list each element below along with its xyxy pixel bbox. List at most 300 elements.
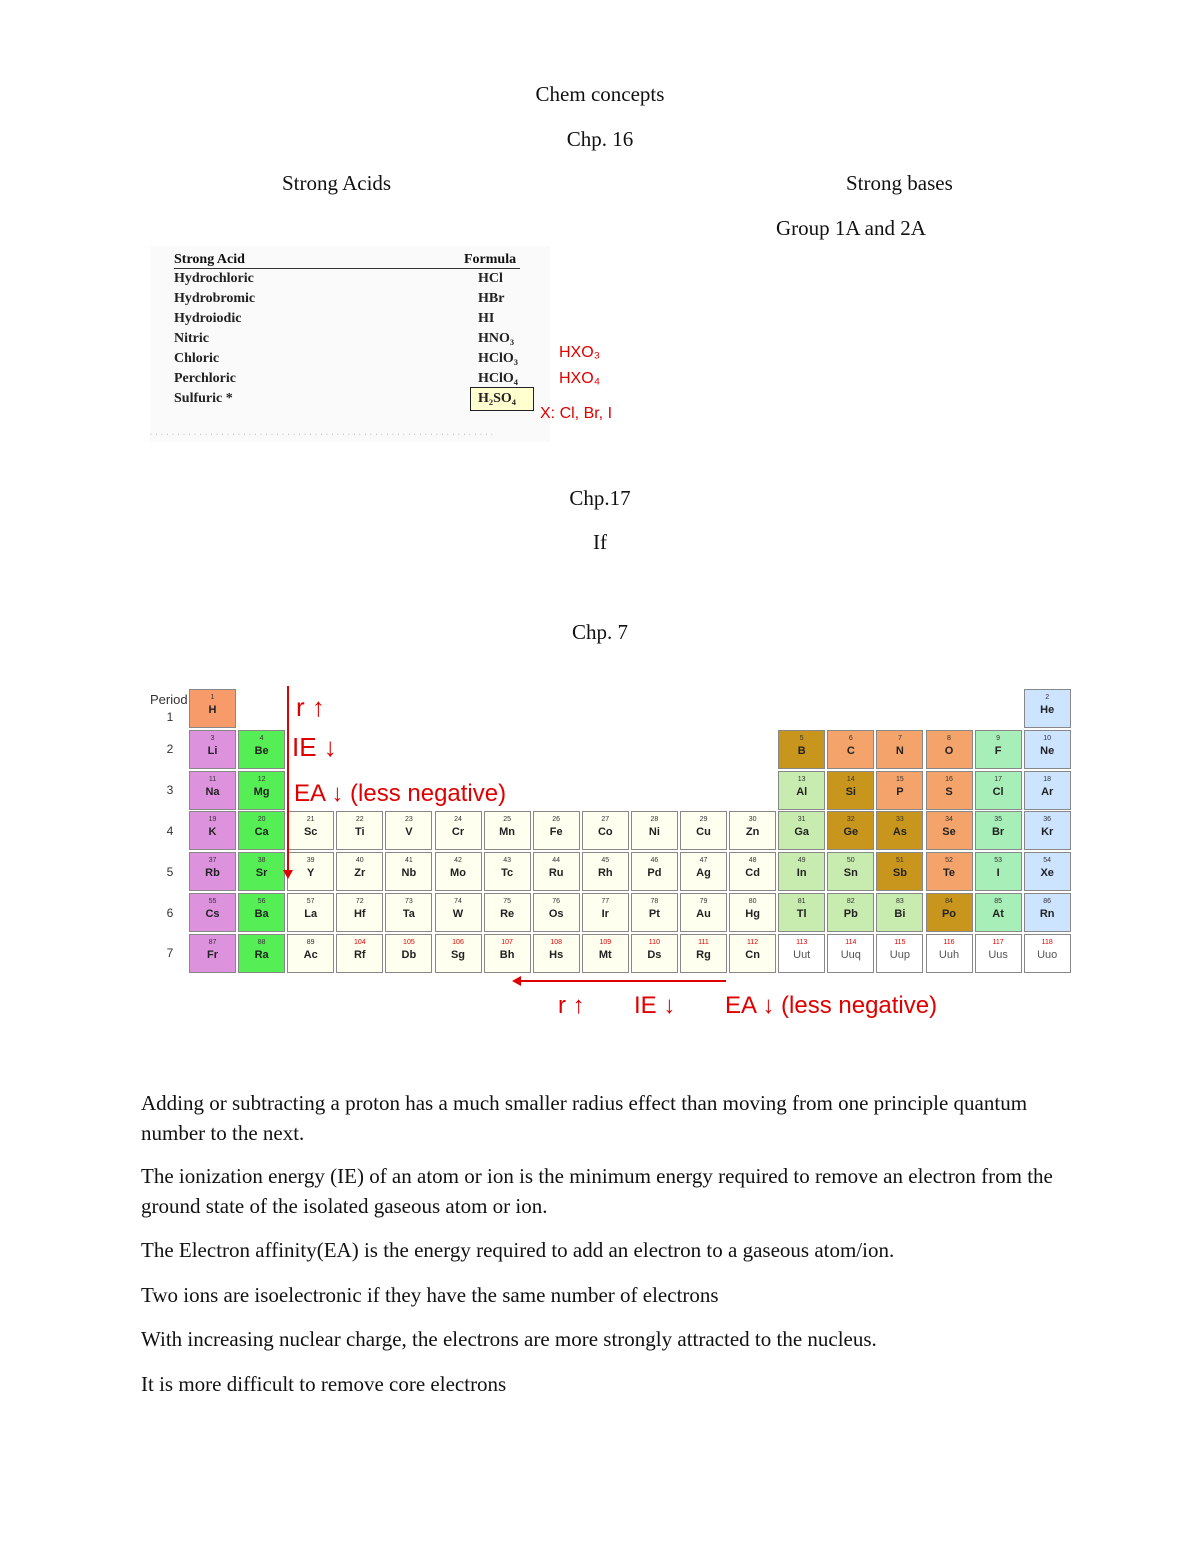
acid-formula: H₂SO₄ — [478, 391, 516, 406]
element-symbol: H — [208, 704, 217, 716]
element-cell-ag — [680, 852, 727, 891]
element-symbol: Ti — [355, 826, 365, 839]
atomic-number: 16 — [945, 775, 953, 783]
atomic-number: 87 — [208, 938, 217, 946]
strong-bases-note: Group 1A and 2A — [776, 216, 926, 240]
element-cell-br — [975, 811, 1022, 850]
element-cell-te — [926, 852, 973, 891]
element-cell-n — [876, 730, 923, 769]
period-number: 7 — [166, 946, 174, 960]
element-cell-f — [975, 730, 1022, 769]
horizontal-label-ea: EA ↓ (less negative) — [725, 992, 938, 1019]
acid-formula: HBr — [478, 291, 505, 306]
atomic-number: 35 — [994, 816, 1002, 824]
element-cell-uuh — [926, 934, 973, 973]
atomic-number: 108 — [550, 938, 563, 946]
atomic-number: 39 — [306, 857, 315, 865]
atomic-number: 46 — [650, 857, 659, 865]
period-label: Period — [150, 692, 188, 707]
atomic-number: 6 — [848, 734, 853, 742]
element-symbol: Y — [307, 867, 315, 880]
element-symbol: Ds — [647, 948, 662, 961]
element-cell-au — [680, 893, 727, 932]
element-symbol: Cd — [745, 867, 760, 880]
atomic-number: 111 — [698, 938, 709, 946]
element-symbol: Ne — [1040, 744, 1055, 757]
horizontal-label-ie: IE ↓ — [634, 992, 676, 1019]
element-symbol: Rb — [205, 867, 220, 880]
atomic-number: 45 — [601, 857, 610, 865]
element-symbol: Uuh — [938, 948, 960, 961]
acid-formula: HClO₄ — [478, 371, 518, 386]
element-cell-cl — [975, 771, 1022, 810]
period-number: 1 — [166, 710, 174, 724]
element-cell-ir — [582, 893, 629, 932]
paragraph-electron-affinity: The Electron affinity(EA) is the energy required to add an electron to a gaseous atom/ion. — [141, 1238, 895, 1262]
atomic-number: 106 — [452, 938, 464, 946]
atomic-number: 73 — [404, 898, 413, 905]
strong-acid-table — [150, 246, 550, 442]
element-symbol: Se — [942, 826, 956, 839]
atomic-number: 34 — [945, 816, 953, 824]
atomic-number: 79 — [699, 898, 708, 905]
element-cell-mo — [435, 852, 482, 891]
element-cell-at — [975, 893, 1022, 932]
atomic-number: 40 — [355, 857, 364, 865]
element-symbol: As — [892, 826, 907, 839]
period-number: 4 — [166, 824, 174, 838]
element-symbol: Cn — [745, 948, 760, 961]
element-symbol: Fr — [207, 948, 218, 961]
strong-bases-heading: Strong bases — [846, 171, 953, 195]
acid-table-rule — [174, 268, 520, 269]
element-symbol: N — [895, 744, 904, 757]
element-symbol: Pt — [648, 908, 660, 920]
element-cell-rb — [189, 852, 236, 891]
acid-name: Sulfuric * — [174, 391, 233, 406]
acid-formula: HClO₃ — [478, 351, 518, 366]
atomic-number: 26 — [552, 816, 561, 824]
atomic-number: 27 — [601, 816, 610, 824]
vertical-arrow-head-icon — [283, 870, 293, 879]
vertical-label-ie: IE ↓ — [292, 732, 337, 762]
element-cell-p — [876, 771, 923, 810]
atomic-number: 33 — [895, 816, 904, 824]
element-cell-cr — [435, 811, 482, 850]
atomic-number: 41 — [404, 857, 413, 865]
element-cell-pd — [631, 852, 678, 891]
element-cell-ac — [287, 934, 334, 973]
element-cell-uut — [778, 934, 825, 973]
atomic-number: 110 — [648, 938, 660, 946]
paragraph-core-electrons: It is more difficult to remove core electrons — [141, 1372, 507, 1396]
element-symbol: Mo — [450, 867, 466, 880]
element-symbol: Ta — [402, 908, 415, 920]
acid-note-hxo3: HXO₃ — [559, 344, 601, 361]
element-symbol: Xe — [1040, 867, 1054, 880]
element-cell-hs — [533, 934, 580, 973]
atomic-number: 57 — [306, 898, 315, 905]
atomic-number: 84 — [945, 898, 953, 905]
atomic-number: 47 — [699, 857, 708, 865]
atomic-number: 89 — [306, 938, 315, 946]
element-symbol: S — [945, 785, 953, 798]
document-title: Chem concepts — [535, 82, 665, 106]
atomic-number: 1 — [210, 694, 215, 701]
element-symbol: Cu — [696, 826, 711, 839]
element-symbol: Cr — [451, 826, 465, 839]
element-cell-uup — [876, 934, 923, 973]
element-symbol: Hg — [745, 908, 760, 920]
element-symbol: Pb — [843, 908, 858, 920]
period-number: 2 — [166, 742, 174, 756]
atomic-number: 104 — [353, 938, 366, 946]
acid-name: Perchloric — [174, 371, 236, 386]
period-number: 6 — [166, 906, 174, 920]
element-symbol: Uus — [988, 948, 1008, 961]
element-symbol: Hf — [353, 908, 366, 920]
acid-formula: HI — [478, 311, 495, 326]
element-symbol: Ag — [696, 867, 711, 880]
element-cell-ta — [385, 893, 432, 932]
element-symbol: Db — [401, 948, 417, 961]
atomic-number: 30 — [748, 816, 757, 824]
atomic-number: 29 — [699, 816, 708, 824]
atomic-number: 105 — [403, 938, 415, 946]
element-symbol: Pd — [647, 867, 662, 880]
acid-formula: HCl — [478, 271, 503, 286]
atomic-number: 51 — [895, 857, 904, 865]
element-cell-bi — [876, 893, 923, 932]
element-symbol: Al — [796, 785, 808, 798]
element-symbol: Rf — [353, 948, 366, 961]
element-cell-se — [926, 811, 973, 850]
atomic-number: 86 — [1043, 898, 1052, 905]
element-symbol: Tc — [501, 867, 514, 880]
acid-name: Hydroiodic — [174, 311, 242, 326]
element-symbol: C — [846, 744, 855, 757]
element-cell-cn — [729, 934, 776, 973]
element-cell-he — [1024, 689, 1071, 728]
element-symbol: Ge — [843, 826, 859, 839]
chapter-7-heading: Chp. 7 — [571, 620, 628, 644]
element-symbol: Br — [991, 826, 1005, 839]
acid-table-footnote: · · · · · · · · · · · · · · · · · · · · · · · · · · · · · · · · · · · · · · · · · · · · · · · · · · · · · · · · · · · · · · · — [150, 432, 494, 438]
element-symbol: Fe — [549, 826, 563, 839]
element-cell-re — [484, 893, 531, 932]
element-symbol: Sc — [303, 826, 318, 839]
element-symbol: F — [994, 744, 1002, 757]
element-symbol: Bh — [499, 948, 515, 961]
element-symbol: O — [944, 744, 954, 757]
horizontal-arrow-line — [520, 980, 726, 982]
element-cell-rh — [582, 852, 629, 891]
atomic-number: 82 — [846, 898, 855, 905]
element-symbol: Ga — [794, 826, 810, 839]
element-symbol: Ru — [548, 867, 564, 880]
element-symbol: I — [996, 867, 1000, 880]
vertical-arrow-line — [287, 686, 289, 874]
element-cell-hg — [729, 893, 776, 932]
element-cell-ni — [631, 811, 678, 850]
atomic-number: 32 — [846, 816, 855, 824]
element-cell-cs — [189, 893, 236, 932]
atomic-number: 28 — [650, 816, 659, 824]
element-cell-xe — [1024, 852, 1071, 891]
atomic-number: 75 — [503, 898, 511, 905]
element-symbol: Si — [845, 785, 856, 798]
element-cell-as — [876, 811, 923, 850]
element-cell-uuo — [1024, 934, 1071, 973]
element-cell-rf — [336, 934, 383, 973]
atomic-number: 11 — [208, 775, 217, 783]
element-symbol: B — [797, 744, 806, 757]
element-cell-k — [189, 811, 236, 850]
element-cell-sn — [827, 852, 874, 891]
element-cell-ra — [238, 934, 285, 973]
element-symbol: Mt — [598, 948, 612, 961]
element-symbol: Ar — [1041, 785, 1054, 798]
atomic-number: 37 — [208, 857, 217, 865]
atomic-number: 118 — [1041, 938, 1053, 946]
element-cell-ds — [631, 934, 678, 973]
period-number: 5 — [166, 865, 174, 879]
atomic-number: 76 — [552, 898, 561, 905]
atomic-number: 23 — [404, 816, 413, 824]
element-symbol: Co — [597, 826, 613, 839]
atomic-number: 4 — [259, 734, 264, 742]
element-cell-y — [287, 852, 334, 891]
atomic-number: 10 — [1043, 734, 1052, 742]
element-symbol: Rn — [1039, 908, 1055, 920]
element-cell-kr — [1024, 811, 1071, 850]
atomic-number: 88 — [257, 938, 266, 946]
acid-formula: HNO₃ — [478, 331, 515, 346]
element-symbol: In — [796, 867, 807, 880]
element-symbol: Ca — [254, 826, 269, 839]
element-cell-ge — [827, 811, 874, 850]
atomic-number: 21 — [306, 816, 315, 824]
atomic-number: 19 — [208, 816, 217, 824]
element-symbol: Uuq — [840, 948, 861, 961]
element-cell-tl — [778, 893, 825, 932]
chapter-17-text: If — [593, 530, 607, 554]
paragraph-nuclear-charge: With increasing nuclear charge, the electrons are more strongly attracted to the nucleus. — [141, 1327, 877, 1351]
acid-note-halogens: X: Cl, Br, I — [540, 405, 613, 422]
element-symbol: Cs — [205, 908, 220, 920]
element-cell-sc — [287, 811, 334, 850]
element-symbol: Uuo — [1037, 948, 1058, 961]
atomic-number: 44 — [552, 857, 561, 865]
element-cell-b — [778, 730, 825, 769]
atomic-number: 114 — [845, 938, 857, 946]
atomic-number: 48 — [748, 857, 757, 865]
element-symbol: Bi — [894, 908, 906, 920]
element-cell-mn — [484, 811, 531, 850]
acid-table-header-name: Strong Acid — [174, 252, 245, 267]
element-cell-h — [189, 689, 236, 728]
element-symbol: Ra — [254, 948, 269, 961]
acid-note-hxo4: HXO₄ — [559, 370, 601, 387]
element-cell-bh — [484, 934, 531, 973]
element-cell-w — [435, 893, 482, 932]
element-cell-fe — [533, 811, 580, 850]
strong-acids-heading: Strong Acids — [282, 171, 392, 195]
element-cell-mg — [238, 771, 285, 810]
element-cell-be — [238, 730, 285, 769]
vertical-label-ea: EA ↓ (less negative) — [294, 780, 507, 807]
paragraph-radius-effect: Adding or subtracting a proton has a much smaller radius effect than moving from one principle quantum number to the next. — [141, 1091, 1028, 1145]
atomic-number: 3 — [210, 734, 215, 742]
element-cell-i — [975, 852, 1022, 891]
element-cell-si — [827, 771, 874, 810]
atomic-number: 25 — [503, 816, 511, 824]
element-cell-sr — [238, 852, 285, 891]
atomic-number: 53 — [994, 857, 1002, 865]
chapter-16-heading: Chp. 16 — [566, 127, 634, 151]
acid-name: Hydrochloric — [174, 271, 254, 286]
atomic-number: 13 — [797, 775, 806, 783]
element-symbol: Mg — [253, 785, 270, 798]
element-cell-ru — [533, 852, 580, 891]
element-cell-sb — [876, 852, 923, 891]
element-symbol: Kr — [1041, 826, 1054, 839]
atomic-number: 43 — [503, 857, 511, 865]
atomic-number: 107 — [501, 938, 513, 946]
atomic-number: 7 — [897, 734, 902, 742]
element-cell-na — [189, 771, 236, 810]
element-cell-v — [385, 811, 432, 850]
element-symbol: K — [208, 826, 217, 839]
element-cell-li — [189, 730, 236, 769]
element-cell-in — [778, 852, 825, 891]
element-symbol: P — [896, 785, 904, 798]
element-cell-uuq — [827, 934, 874, 973]
atomic-number: 77 — [601, 898, 610, 905]
element-symbol: Rh — [597, 867, 613, 880]
element-cell-ca — [238, 811, 285, 850]
element-cell-c — [827, 730, 874, 769]
element-symbol: Zr — [354, 867, 366, 880]
element-cell-cu — [680, 811, 727, 850]
element-symbol: Ac — [303, 948, 318, 961]
atomic-number: 31 — [797, 816, 806, 824]
element-symbol: Au — [696, 908, 711, 920]
element-cell-ga — [778, 811, 825, 850]
atomic-number: 22 — [355, 816, 364, 824]
element-cell-ne — [1024, 730, 1071, 769]
atomic-number: 24 — [454, 816, 462, 824]
atomic-number: 18 — [1043, 775, 1052, 783]
atomic-number: 116 — [943, 938, 955, 946]
atomic-number: 80 — [748, 898, 757, 905]
atomic-number: 42 — [454, 857, 462, 865]
element-cell-cd — [729, 852, 776, 891]
element-symbol: W — [452, 908, 464, 920]
atomic-number: 109 — [599, 938, 612, 946]
acid-name: Nitric — [174, 331, 209, 346]
vertical-label-radius: r ↑ — [296, 692, 325, 722]
element-symbol: Sg — [450, 948, 466, 961]
atomic-number: 17 — [994, 775, 1002, 783]
element-symbol: Nb — [401, 867, 417, 880]
element-cell-pt — [631, 893, 678, 932]
atomic-number: 54 — [1043, 857, 1052, 865]
atomic-number: 56 — [257, 898, 266, 905]
horizontal-label-radius: r ↑ — [558, 992, 585, 1019]
element-symbol: Mn — [499, 826, 516, 839]
element-cell-mt — [582, 934, 629, 973]
element-cell-hf — [336, 893, 383, 932]
element-cell-sg — [435, 934, 482, 973]
element-cell-uus — [975, 934, 1022, 973]
chapter-17-heading: Chp.17 — [569, 486, 631, 510]
element-symbol: Po — [941, 908, 957, 920]
element-cell-nb — [385, 852, 432, 891]
element-cell-pb — [827, 893, 874, 932]
horizontal-arrow-head-icon — [512, 976, 521, 986]
period-number: 3 — [166, 783, 174, 797]
atomic-number: 50 — [846, 857, 855, 865]
element-symbol: Ni — [648, 826, 660, 839]
element-symbol: V — [405, 826, 413, 839]
element-symbol: Sn — [843, 867, 858, 880]
element-symbol: Tl — [796, 908, 807, 920]
element-cell-al — [778, 771, 825, 810]
atomic-number: 72 — [355, 898, 364, 905]
element-cell-co — [582, 811, 629, 850]
atomic-number: 52 — [945, 857, 953, 865]
element-cell-rn — [1024, 893, 1071, 932]
element-cell-fr — [189, 934, 236, 973]
element-symbol: Hs — [549, 948, 564, 961]
element-symbol: Na — [205, 785, 220, 798]
element-symbol: At — [992, 908, 1004, 920]
atomic-number: 74 — [454, 898, 462, 905]
acid-name: Hydrobromic — [174, 291, 256, 306]
element-symbol: Sr — [255, 867, 268, 880]
element-symbol: Re — [500, 908, 515, 920]
element-symbol: Te — [942, 867, 956, 880]
atomic-number: 49 — [797, 857, 806, 865]
atomic-number: 9 — [996, 734, 1001, 742]
atomic-number: 20 — [257, 816, 266, 824]
atomic-number: 115 — [894, 938, 906, 946]
element-cell-o — [926, 730, 973, 769]
atomic-number: 14 — [846, 775, 855, 783]
element-symbol: Li — [207, 744, 218, 757]
element-symbol: Uup — [889, 948, 910, 961]
element-symbol: Os — [548, 908, 564, 920]
element-cell-db — [385, 934, 432, 973]
atomic-number: 2 — [1045, 694, 1050, 701]
acid-name: Chloric — [174, 351, 220, 366]
element-cell-os — [533, 893, 580, 932]
atomic-number: 15 — [895, 775, 904, 783]
element-symbol: Cl — [992, 785, 1004, 798]
element-symbol: Ir — [601, 908, 609, 920]
atomic-number: 8 — [947, 734, 951, 742]
atomic-number: 81 — [797, 898, 806, 905]
element-cell-ba — [238, 893, 285, 932]
element-cell-s — [926, 771, 973, 810]
element-symbol: Be — [254, 744, 269, 757]
atomic-number: 5 — [799, 734, 804, 742]
atomic-number: 85 — [994, 898, 1002, 905]
atomic-number: 38 — [257, 857, 266, 865]
paragraph-ionization-energy: The ionization energy (IE) of an atom or ion is the minimum energy required to remove an electron from the ground state of the isolated gaseous atom or ion. — [141, 1164, 1053, 1218]
atomic-number: 113 — [796, 938, 808, 946]
